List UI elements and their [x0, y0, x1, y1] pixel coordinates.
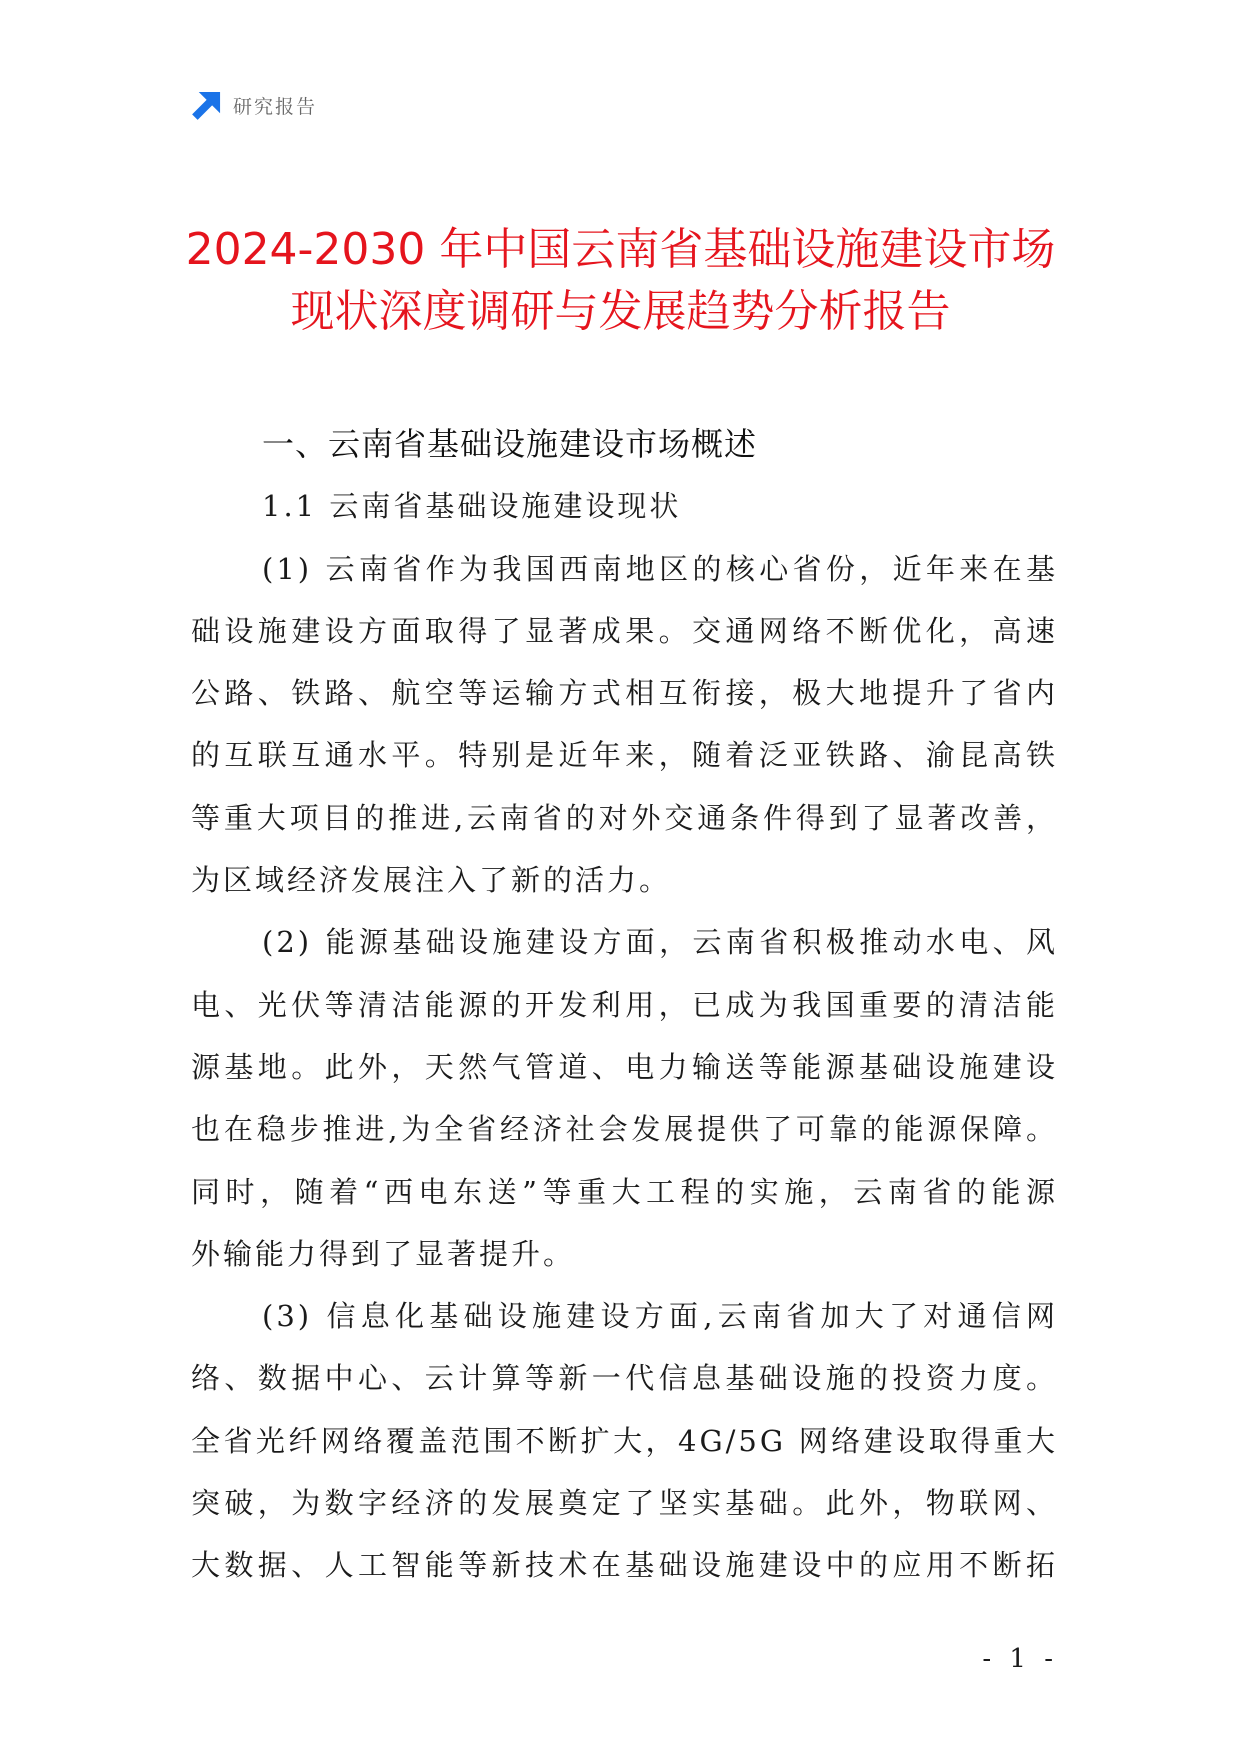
title-line: 现状深度调研与发展趋势分析报告 — [290, 286, 951, 337]
paragraph-line: 络、数据中心、云计算等新一代信息基础设施的投资力度。 — [191, 1361, 1058, 1396]
paragraph-line: 源基地。此外，天然气管道、电力输送等能源基础设施建设 — [191, 1049, 1058, 1084]
paragraph-line: 外输能力得到了显著提升。 — [191, 1236, 576, 1271]
report-title — [0, 219, 1241, 343]
page-number: - 1 - — [982, 1644, 1058, 1674]
section-heading: 一、云南省基础设施建设市场概述 — [262, 425, 758, 463]
trend-arrow-icon — [191, 90, 222, 121]
paragraph-line: 也在稳步推进,为全省经济社会发展提供了可靠的能源保障。 — [191, 1112, 1058, 1147]
paragraph-3 — [191, 1285, 1058, 1596]
document-body — [191, 413, 1058, 1603]
paragraph-line: 等重大项目的推进,云南省的对外交通条件得到了显著改善， — [191, 800, 1058, 835]
paragraph-line: 公路、铁路、航空等运输方式相互衔接，极大地提升了省内 — [191, 676, 1058, 711]
paragraph-line: 础设施建设方面取得了显著成果。交通网络不断优化，高速 — [191, 613, 1058, 648]
paragraph-line: (2) 能源基础设施建设方面，云南省积极推动水电、风 — [262, 925, 1058, 960]
header-label: 研究报告 — [233, 96, 318, 118]
paragraph-line: 为区域经济发展注入了新的活力。 — [191, 863, 672, 898]
title-line: 2024-2030 年中国云南省基础设施建设市场 — [185, 224, 1056, 275]
paragraph-line: 同时，随着“西电东送”等重大工程的实施，云南省的能源 — [191, 1174, 1058, 1209]
paragraph-line: 突破，为数字经济的发展奠定了坚实基础。此外，物联网、 — [191, 1486, 1058, 1521]
paragraph-line: 大数据、人工智能等新技术在基础设施建设中的应用不断拓 — [191, 1548, 1058, 1583]
paragraph-line: (3) 信息化基础设施建设方面,云南省加大了对通信网 — [262, 1299, 1058, 1334]
paragraph-line: 电、光伏等清洁能源的开发利用，已成为我国重要的清洁能 — [191, 987, 1058, 1022]
paragraph-2 — [191, 911, 1058, 1285]
paragraph-line: 全省光纤网络覆盖范围不断扩大，4G/5G 网络建设取得重大 — [191, 1423, 1058, 1458]
paragraph-line: (1) 云南省作为我国西南地区的核心省份，近年来在基 — [262, 551, 1058, 586]
paragraph-line: 的互联互通水平。特别是近年来，随着泛亚铁路、渝昆高铁 — [191, 738, 1058, 773]
paragraph-1 — [191, 538, 1058, 912]
subsection-heading: 1.1 云南省基础设施建设现状 — [262, 489, 682, 524]
